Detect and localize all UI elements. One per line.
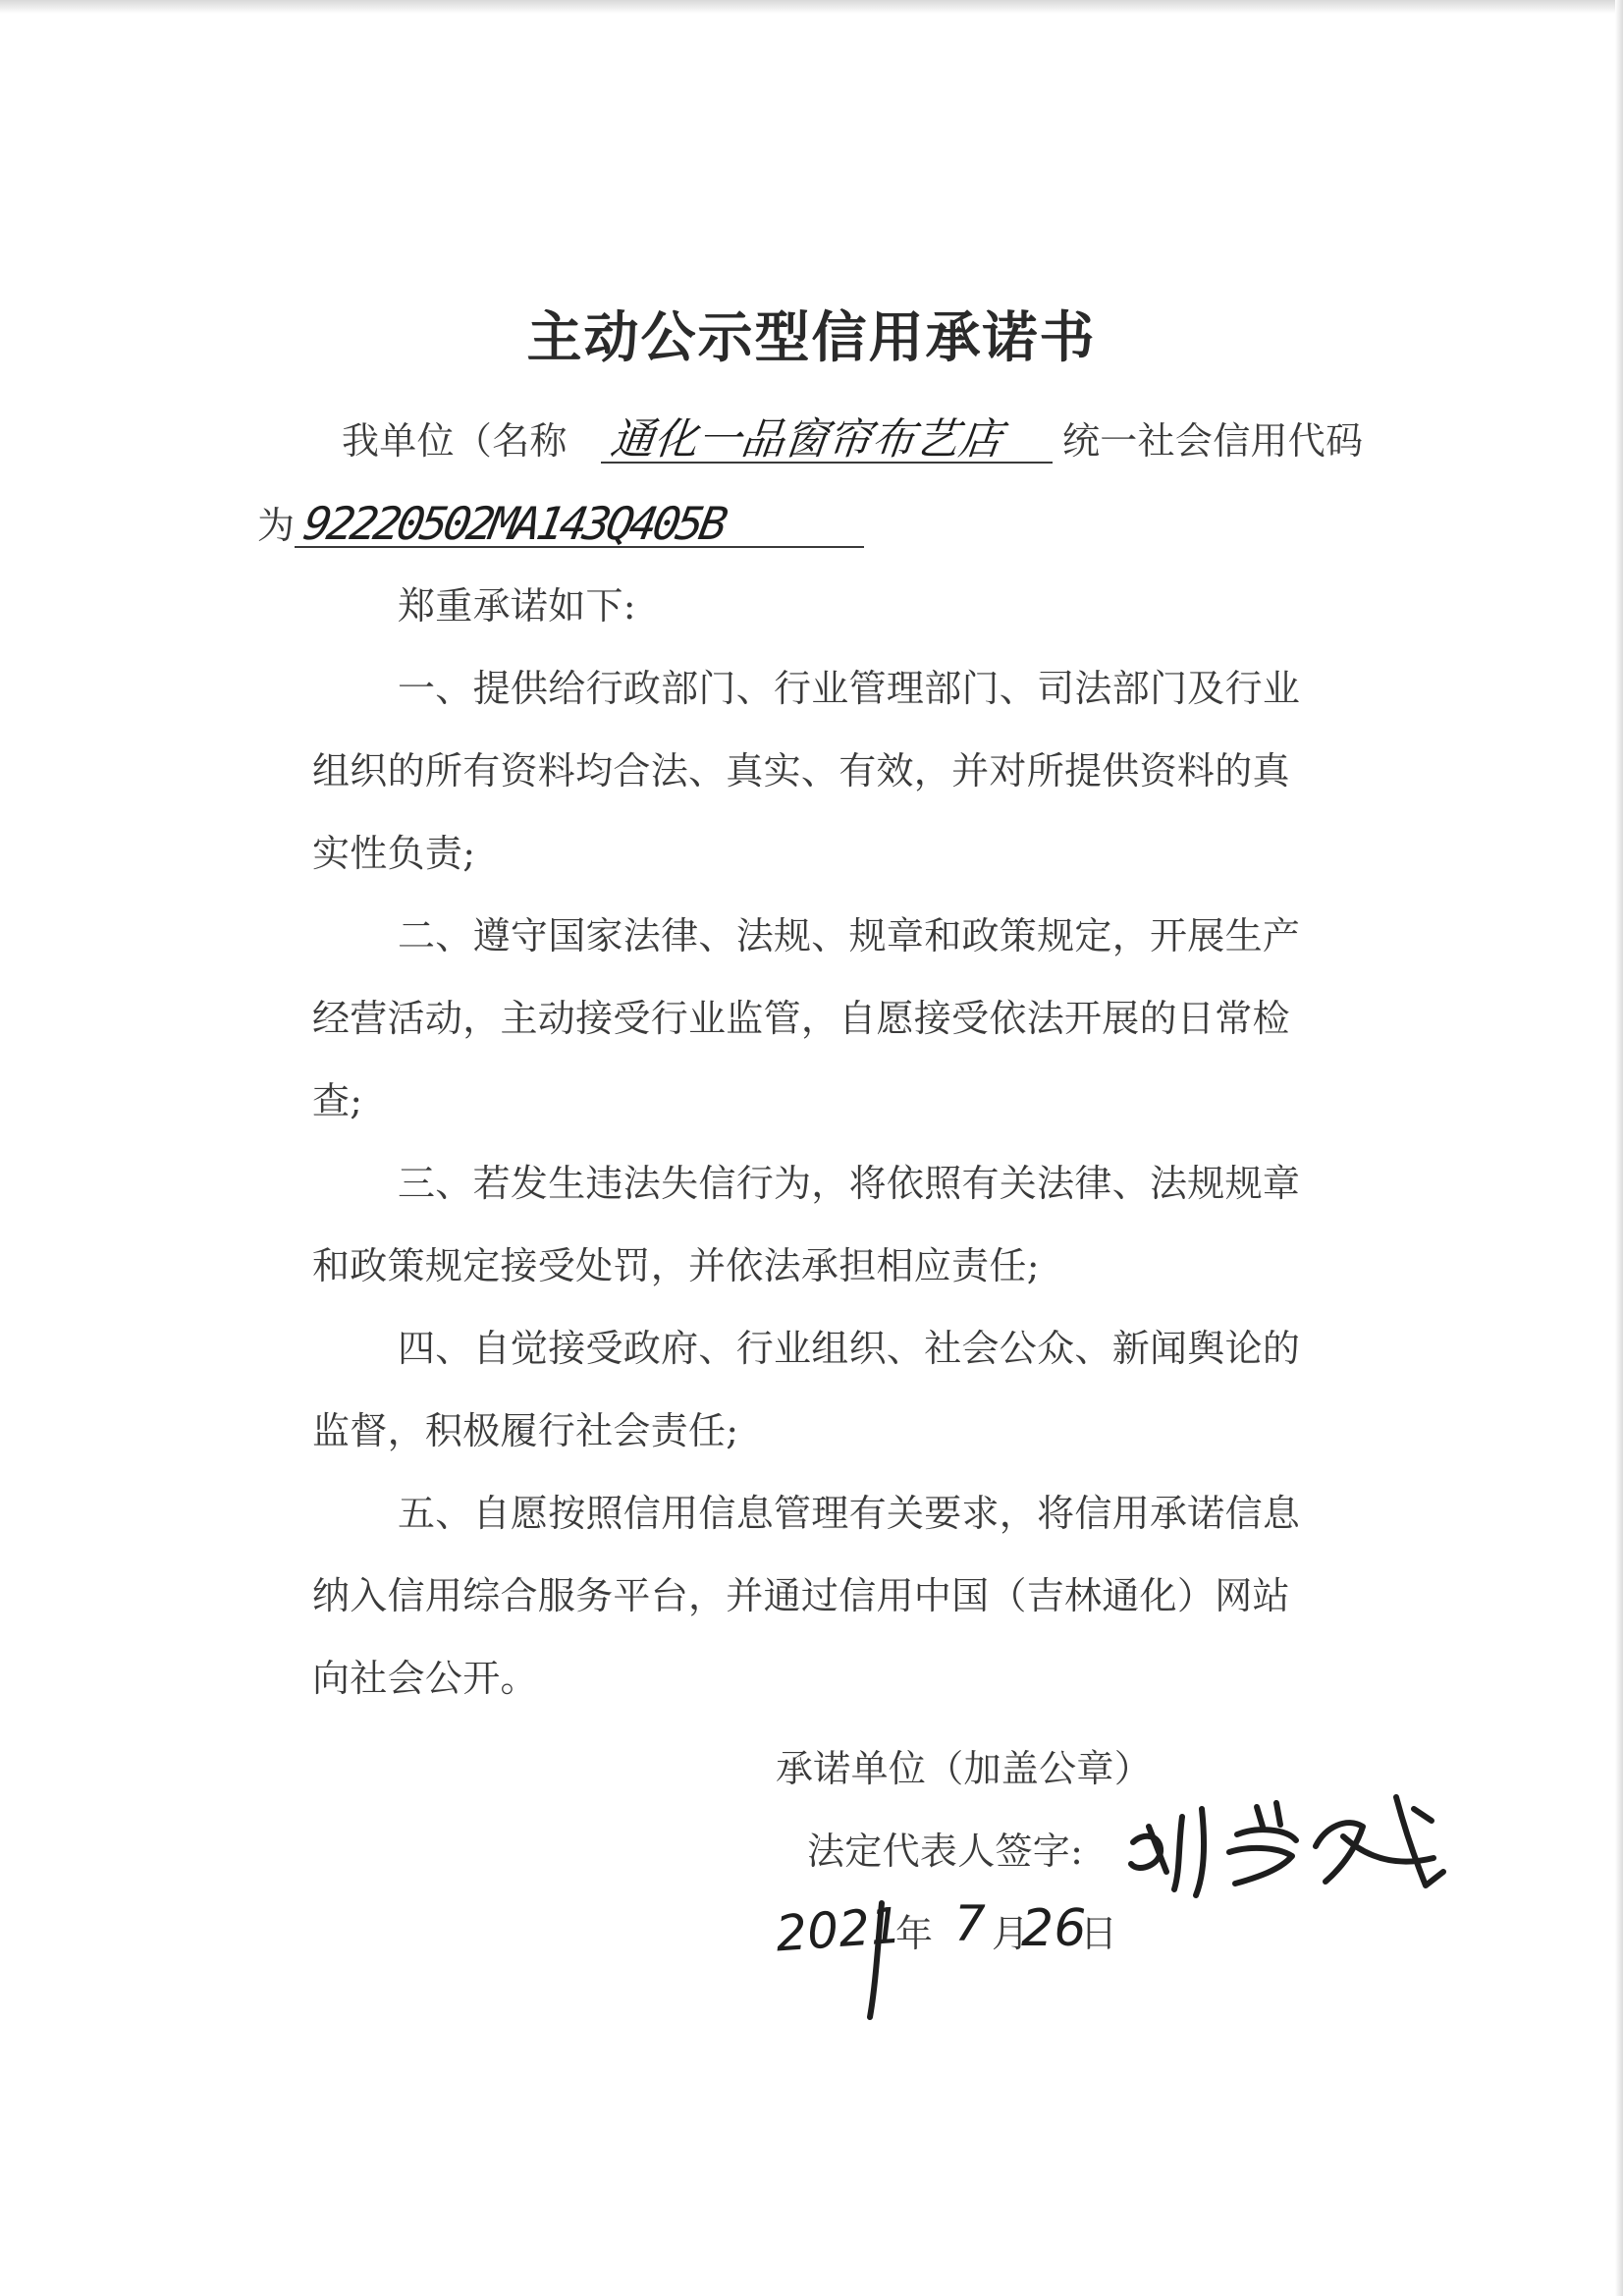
- clause-5-line-2: 纳入信用综合服务平台，并通过信用中国（吉林通化）网站: [312, 1574, 1290, 1617]
- clause-1-line-1: 一、提供给行政部门、行业管理部门、司法部门及行业: [398, 667, 1301, 710]
- clause-2-line-1: 二、遵守国家法律、法规、规章和政策规定，开展生产: [398, 914, 1301, 957]
- promise-unit-label: 承诺单位（加盖公章）: [776, 1747, 1153, 1790]
- unit-name-handwritten: 通化一品窗帘布艺店: [608, 414, 1005, 465]
- legal-rep-signature: [1119, 1787, 1453, 1905]
- date-year-char: 年: [895, 1912, 934, 1955]
- document-title: 主动公示型信用承诺书: [526, 305, 1097, 370]
- date-month-char: 月: [992, 1912, 1030, 1955]
- scan-edge-top: [0, 0, 1623, 14]
- pledge-heading: 郑重承诺如下:: [398, 584, 636, 628]
- clause-2-line-2: 经营活动，主动接受行业监管，自愿接受依法开展的日常检: [312, 997, 1290, 1040]
- date-month-handwritten: 7: [954, 1895, 987, 1952]
- clause-3-line-1: 三、若发生违法失信行为，将依照有关法律、法规规章: [398, 1162, 1301, 1205]
- clause-1-line-2: 组织的所有资料均合法、真实、有效，并对所提供资料的真: [312, 749, 1290, 793]
- date-stroke-decoration: [864, 1895, 893, 2023]
- clause-3-line-2: 和政策规定接受处罚，并依法承担相应责任;: [312, 1244, 1040, 1287]
- clause-2-line-3: 查;: [312, 1079, 363, 1122]
- date-day-char: 日: [1080, 1912, 1118, 1955]
- intro-unit-label: 我单位（名称: [342, 419, 568, 463]
- date-year-handwritten: 2021: [774, 1896, 904, 1963]
- clause-1-line-3: 实性负责;: [312, 832, 476, 875]
- intro-code-label: 统一社会信用代码: [1062, 419, 1364, 463]
- clause-5-line-3: 向社会公开。: [312, 1657, 538, 1700]
- legal-rep-label: 法定代表人签字:: [807, 1830, 1084, 1873]
- intro-for-label: 为: [257, 504, 296, 547]
- clause-4-line-2: 监督，积极履行社会责任;: [312, 1409, 739, 1452]
- clause-5-line-1: 五、自愿按照信用信息管理有关要求，将信用承诺信息: [398, 1492, 1301, 1535]
- date-day-handwritten: 26: [1021, 1899, 1087, 1958]
- credit-code-handwritten: 92220502MA143Q405B: [299, 497, 729, 550]
- clause-4-line-1: 四、自觉接受政府、行业组织、社会公众、新闻舆论的: [398, 1327, 1301, 1370]
